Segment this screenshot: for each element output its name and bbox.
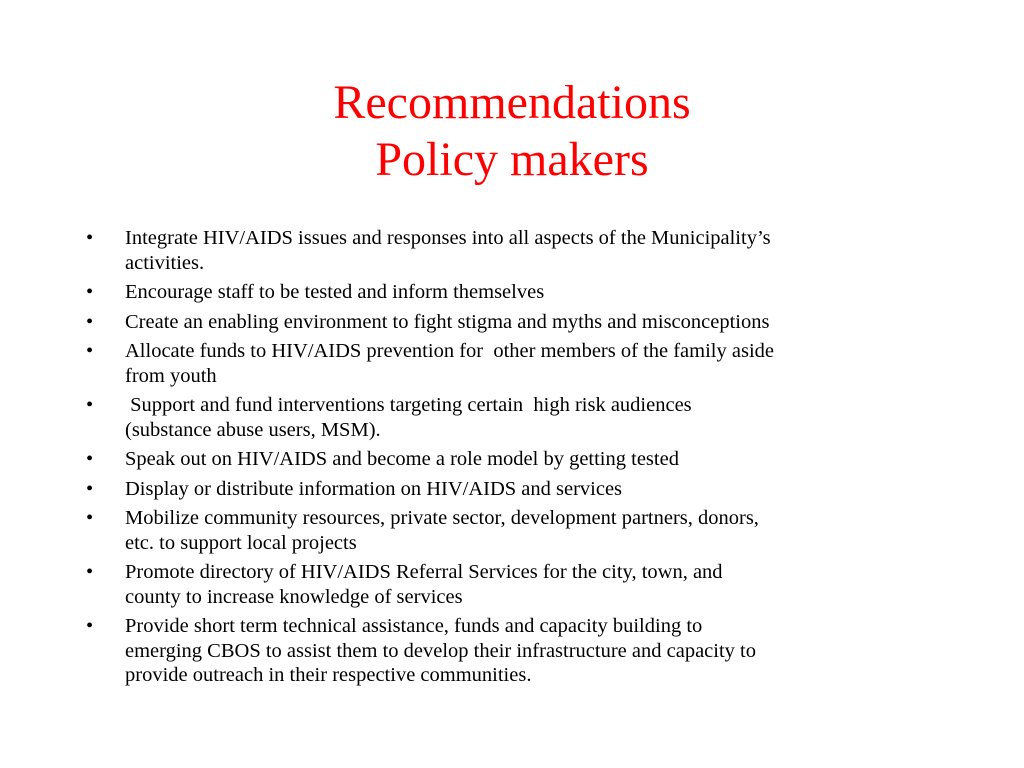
bullet-text: Create an enabling environment to fight stigma and myths and misconceptions	[125, 310, 770, 333]
bullet-text: Provide short term technical assistance, funds and capacity building to emerging CBOS to assist them to develop their infrastructure and capacity to provide outreach in their respective communities.	[125, 615, 756, 686]
list-item	[86, 393, 956, 442]
bullet-text: Mobilize community resources, private sector, development partners, donors, etc. to support local projects	[125, 507, 759, 554]
bullet-text: Support and fund interventions targeting certain high risk audiences (substance abuse users, MSM).	[125, 394, 692, 441]
bullet-icon: •	[86, 310, 94, 333]
slide-title	[0, 74, 1024, 188]
bullet-icon: •	[86, 394, 94, 416]
bullet-list	[86, 226, 956, 693]
title-line-2: Policy makers	[375, 133, 649, 186]
bullet-icon: •	[86, 561, 94, 583]
list-item	[86, 560, 956, 609]
bullet-text: Promote directory of HIV/AIDS Referral Services for the city, town, and county to increase knowledge of services	[125, 561, 723, 608]
list-item	[86, 477, 956, 502]
list-item	[86, 614, 956, 688]
bullet-icon: •	[86, 507, 94, 529]
bullet-icon: •	[86, 448, 94, 470]
bullet-text: Allocate funds to HIV/AIDS prevention for other members of the family aside from youth	[125, 340, 774, 387]
list-item	[86, 310, 956, 335]
bullet-icon: •	[86, 615, 94, 637]
list-item	[86, 447, 956, 472]
bullet-text: Speak out on HIV/AIDS and become a role model by getting tested	[125, 448, 679, 470]
title-line-1: Recommendations	[333, 76, 691, 129]
list-item	[86, 339, 956, 388]
bullet-text: Encourage staff to be tested and inform themselves	[125, 281, 545, 303]
bullet-icon: •	[86, 227, 94, 249]
list-item	[86, 506, 956, 555]
bullet-text: Display or distribute information on HIV/AIDS and services	[125, 477, 623, 500]
list-item	[86, 226, 956, 275]
bullet-text: Integrate HIV/AIDS issues and responses into all aspects of the Municipality’s activities.	[125, 227, 771, 274]
bullet-icon: •	[86, 340, 94, 362]
bullet-icon: •	[86, 477, 94, 500]
list-item	[86, 280, 956, 305]
bullet-icon: •	[86, 281, 94, 303]
